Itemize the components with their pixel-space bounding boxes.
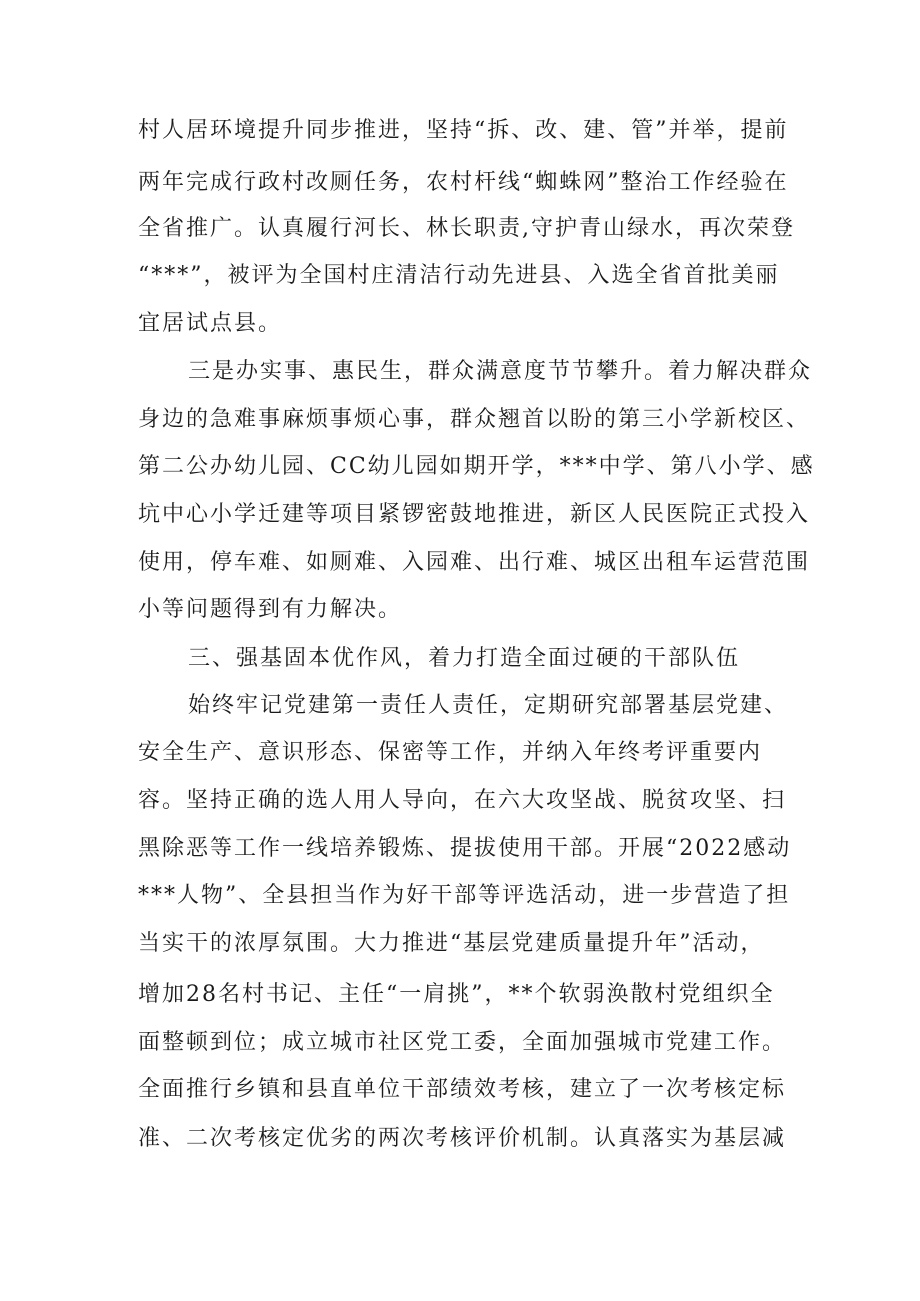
text-line-7: 身边的急难事麻烦事烦心事，群众翘首以盼的第三小学新校区、 [138,407,811,432]
text-line-13: 始终牢记党建第一责任人责任，定期研究部署基层党建、 [188,693,789,718]
text-line-6: 三是办实事、惠民生，群众满意度节节攀升。着力解决群众 [188,359,813,384]
text-line-5: 宜居试点县。 [138,311,283,336]
text-line-15: 容。坚持正确的选人用人导向，在六大攻坚战、脱贫攻坚、扫 [138,788,787,813]
text-line-9: 坑中心小学迁建等项目紧锣密鼓地推进，新区人民医院正式投入 [138,502,811,527]
text-line-4: “***”，被评为全国村庄清洁行动先进县、入选全省首批美丽 [138,263,780,288]
text-line-1: 村人居环境提升同步推进，坚持“拆、改、建、管”并举，提前 [138,118,789,143]
text-line-20: 面整顿到位；成立城市社区党工委，全面加强城市党建工作。 [138,1030,787,1055]
text-line-8: 第二公办幼儿园、CC幼儿园如期开学，***中学、第八小学、感 [138,454,815,479]
text-line-3: 全省推广。认真履行河长、林长职责,守护青山绿水，再次荣登 [138,216,795,241]
text-line-16: 黑除恶等工作一线培养锻炼、提拔使用干部。开展“2022感动 [138,836,792,861]
text-line-11: 小等问题得到有力解决。 [138,597,403,622]
text-line-22: 准、二次考核定优劣的两次考核评价机制。认真落实为基层减 [138,1126,787,1151]
text-line-18: 当实干的浓厚氛围。大力推进“基层党建质量提升年”活动， [138,931,765,956]
text-line-2: 两年完成行政村改厕任务，农村杆线“蜘蛛网”整治工作经验在 [138,170,789,195]
text-line-14: 安全生产、意识形态、保密等工作，并纳入年终考评重要内 [138,740,763,765]
text-line-17: ***人物”、全县担当作为好干部等评选活动，进一步营造了担 [138,883,791,908]
text-line-21: 全面推行乡镇和县直单位干部绩效考核，建立了一次考核定标 [138,1077,787,1102]
section-heading: 三、强基固本优作风，着力打造全面过硬的干部队伍 [188,646,741,671]
text-line-10: 使用，停车难、如厕难、入园难、出行难、城区出租车运营范围 [138,550,811,575]
text-line-19: 增加28名村书记、主任“一肩挑”，**个软弱涣散村党组织全 [138,982,775,1007]
